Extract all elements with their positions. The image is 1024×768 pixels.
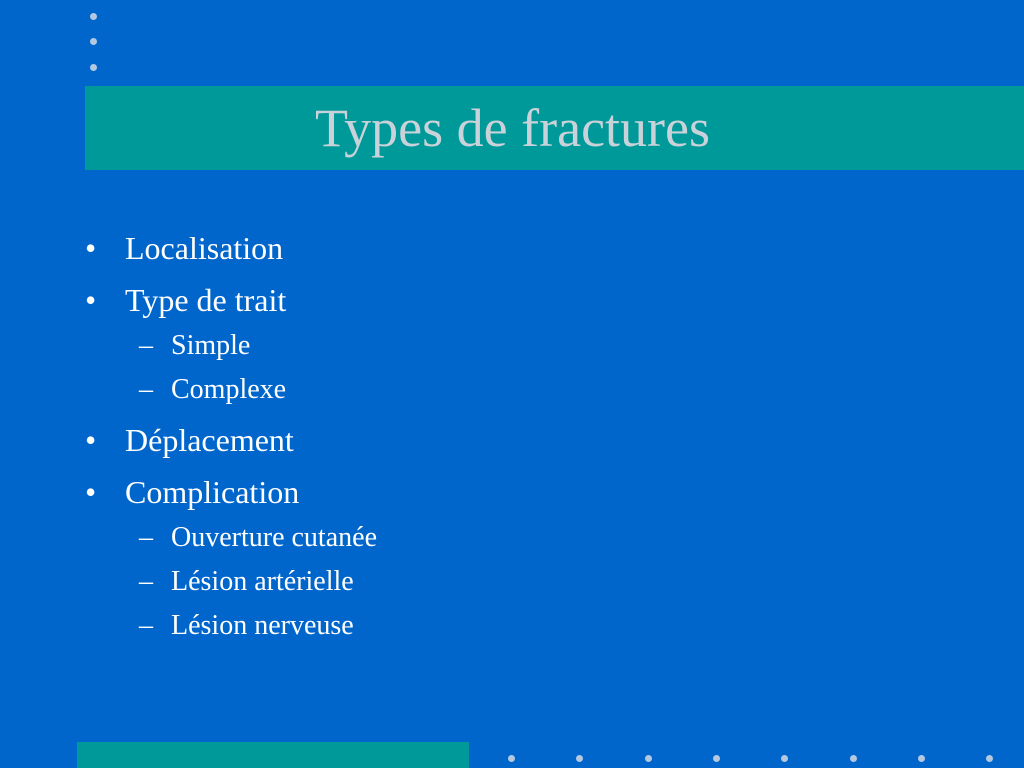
- decorative-dot: [90, 64, 97, 71]
- decorative-dot: [90, 13, 97, 20]
- bottom-band: [77, 742, 469, 768]
- sub-bullet-item: [85, 564, 985, 600]
- sub-bullet-item: [85, 520, 985, 556]
- bullet-item: [85, 228, 985, 268]
- decorative-dot: [850, 755, 857, 762]
- decorative-dot: [508, 755, 515, 762]
- sub-bullet-text: Complexe: [171, 374, 287, 405]
- bullet-marker: •: [85, 282, 97, 318]
- sub-bullet-marker: –: [139, 522, 153, 553]
- bullet-text: Localisation: [125, 230, 284, 266]
- sub-bullet-text: Simple: [171, 330, 251, 361]
- sub-bullet-marker: –: [139, 330, 153, 361]
- bullet-marker: •: [85, 474, 97, 510]
- bullet-item: [85, 420, 985, 460]
- decorative-dot: [576, 755, 583, 762]
- sub-bullet-marker: –: [139, 566, 153, 597]
- sub-bullet-item: [85, 608, 985, 644]
- bullet-marker: •: [85, 422, 97, 458]
- sub-bullet-text: Ouverture cutanée: [171, 522, 377, 553]
- decorative-dot: [986, 755, 993, 762]
- sub-bullet-text: Lésion artérielle: [171, 566, 354, 597]
- decorative-dot: [645, 755, 652, 762]
- bullet-marker: •: [85, 230, 97, 266]
- decorative-dot: [781, 755, 788, 762]
- bullet-text: Complication: [125, 474, 300, 510]
- bullet-text: Type de trait: [125, 282, 287, 318]
- sub-bullet-text: Lésion nerveuse: [171, 610, 354, 641]
- slide-title: Types de fractures: [314, 98, 711, 158]
- bullet-text: Déplacement: [125, 422, 294, 458]
- sub-bullet-marker: –: [139, 610, 153, 641]
- sub-bullet-item: [85, 372, 985, 408]
- decorative-dot: [713, 755, 720, 762]
- sub-bullet-marker: –: [139, 374, 153, 405]
- decorative-dot: [918, 755, 925, 762]
- bullet-item: [85, 280, 985, 320]
- bullet-list: [85, 223, 985, 644]
- decorative-dot: [90, 38, 97, 45]
- sub-bullet-item: [85, 328, 985, 364]
- bullet-item: [85, 472, 985, 512]
